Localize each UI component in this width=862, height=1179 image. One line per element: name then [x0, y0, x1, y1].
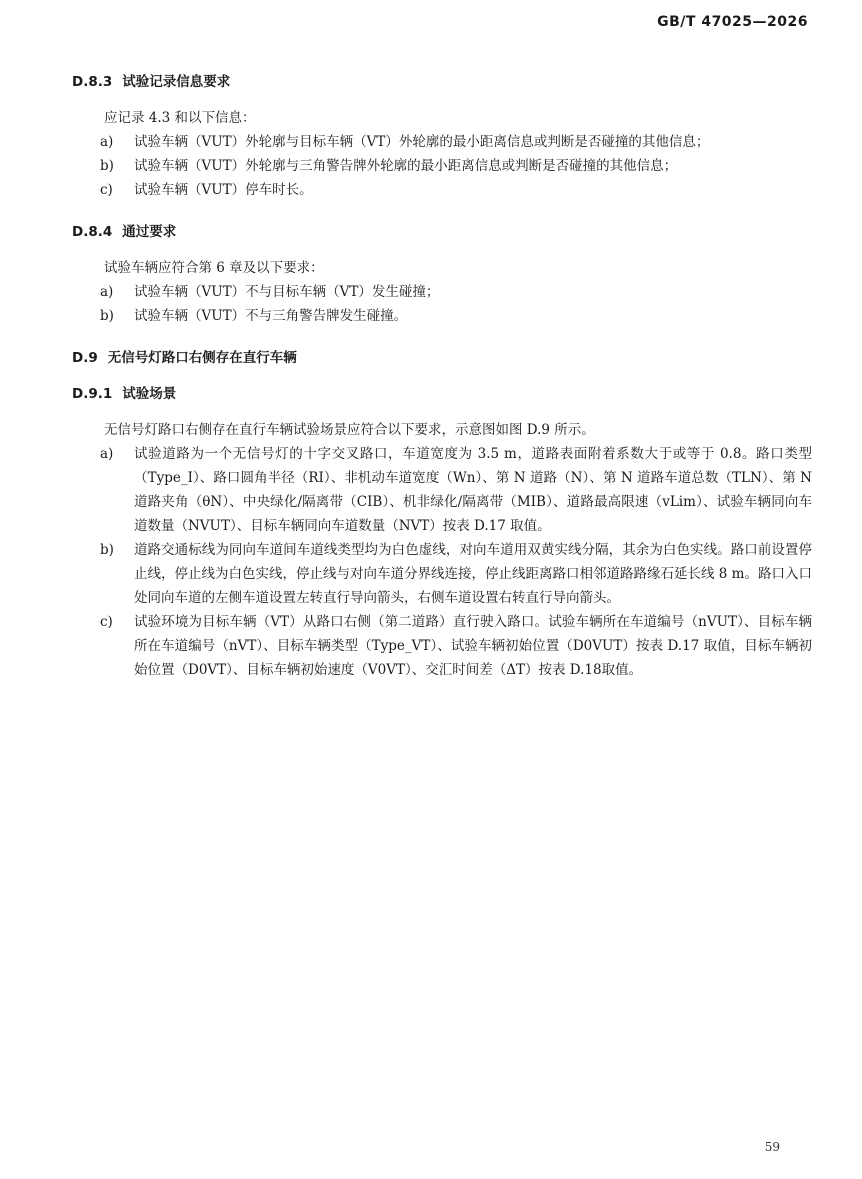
paragraph: 应记录 4.3 和以下信息：: [104, 110, 256, 126]
list-text: 试验车辆（VUT）停车时长。: [134, 182, 313, 198]
section-number: D.8.4: [72, 224, 113, 240]
list-item: [72, 178, 812, 202]
list-marker: c): [100, 614, 113, 630]
section-number: D.9.1: [72, 386, 113, 402]
list-text: 试验车辆（VUT）外轮廓与三角警告牌外轮廓的最小距离信息或判断是否碰撞的其他信息；: [134, 158, 678, 174]
list-text: 试验车辆（VUT）外轮廓与目标车辆（VT）外轮廓的最小距离信息或判断是否碰撞的其他信息；: [134, 134, 710, 150]
section-title: 无信号灯路口右侧存在直行车辆: [107, 350, 297, 366]
list-marker: b): [100, 542, 114, 558]
section-heading-d83: [72, 70, 812, 94]
section-heading-d91: [72, 382, 812, 406]
section-title: 试验场景: [122, 386, 177, 402]
list-item: [72, 610, 812, 682]
list-item: [72, 154, 812, 178]
section-number: D.9: [72, 350, 98, 366]
list-text: 试验车辆（VUT）不与目标车辆（VT）发生碰撞；: [134, 284, 440, 300]
list-text: 试验环境为目标车辆（VT）从路口右侧（第二道路）直行驶入路口。试验车辆所在车道编号（nVUT）、目标车辆所在车道编号（nVT）、目标车辆类型（Type_VT）、试验车辆初始位置（D0VUT）按表 D.17 取值，目标车辆初始位置（D0VT）、目标车辆初始速度（V0VT）、交汇时间差（ΔT）按表 D.18取值。: [134, 614, 812, 678]
list-marker: c): [100, 182, 113, 198]
section-title: 通过要求: [122, 224, 177, 240]
section-title: 试验记录信息要求: [122, 74, 231, 90]
section-heading-d84: [72, 220, 812, 244]
list-text: 试验车辆（VUT）不与三角警告牌发生碰撞。: [134, 308, 408, 324]
section-number: D.8.3: [72, 74, 113, 90]
list-marker: b): [100, 308, 114, 324]
page-number: 59: [764, 1140, 780, 1154]
standard-number: GB/T 47025—2026: [657, 14, 808, 30]
list-item: [72, 442, 812, 538]
document-body: [72, 70, 812, 682]
paragraph: 试验车辆应符合第 6 章及以下要求：: [104, 260, 324, 276]
list-marker: a): [100, 446, 114, 462]
paragraph: 无信号灯路口右侧存在直行车辆试验场景应符合以下要求，示意图如图 D.9 所示。: [104, 422, 595, 438]
section-heading-d9: [72, 346, 812, 370]
list-marker: a): [100, 134, 114, 150]
list-item: [72, 280, 812, 304]
list-text: 道路交通标线为同向车道间车道线类型均为白色虚线，对向车道用双黄实线分隔，其余为白色实线。路口前设置停止线，停止线为白色实线，停止线与对向车道分界线连接，停止线距离路口相邻道路路缘石延长线 8 m。路口入口处同向车道的左侧车道设置左转直行导向箭头，右侧车道设置右转直行导向箭头。: [134, 542, 812, 606]
list-marker: b): [100, 158, 114, 174]
list-item: [72, 538, 812, 610]
list-marker: a): [100, 284, 114, 300]
list-item: [72, 130, 812, 154]
list-item: [72, 304, 812, 328]
list-text: 试验道路为一个无信号灯的十字交叉路口，车道宽度为 3.5 m，道路表面附着系数大于或等于 0.8。路口类型（Type_I）、路口圆角半径（RI）、非机动车道宽度（Wn）、第 N 道路（N）、第 N 道路车道总数（TLN）、第 N 道路夹角（θN）、中央绿化/隔离带（CIB）、机非绿化/隔离带（MIB）、道路最高限速（vLim）、试验车辆同向车道数量（NVUT）、目标车辆同向车道数量（NVT）按表 D.17 取值。: [134, 446, 812, 534]
